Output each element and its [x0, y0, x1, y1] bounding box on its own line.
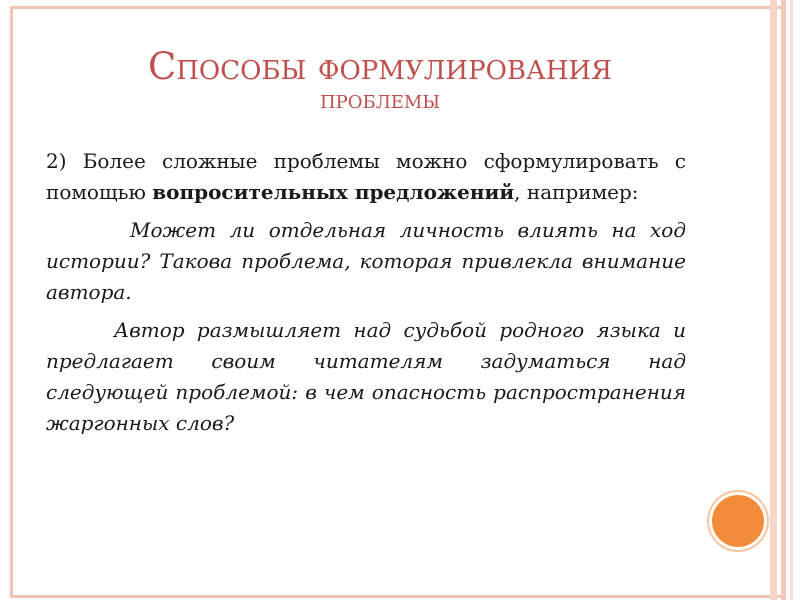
intro-bold-term: вопросительных предложений — [152, 180, 515, 204]
slide-title — [30, 45, 730, 115]
intro-text-start: 2) Более сложные проблемы можно сформулировать с помощью — [46, 149, 686, 204]
example-2: Автор размышляет над судьбой родного языка и предлагает своим читателям задуматься над следующей проблемой: в чем опасность распространения жаргонных слов? — [46, 318, 686, 435]
decorative-stripe — [781, 0, 786, 600]
decorative-stripe — [770, 0, 777, 600]
slide-body — [46, 146, 686, 446]
title-line-2: проблемы — [319, 84, 441, 115]
title-line-1: Способы формулирования — [147, 45, 613, 88]
example-1: Может ли отдельная личность влиять на ход истории? Такова проблема, которая привлекла внимание автора. — [46, 218, 686, 304]
decorative-stripe — [790, 0, 793, 600]
decorative-circle — [712, 495, 764, 547]
intro-paragraph — [46, 146, 686, 208]
intro-text-end: , например: — [514, 180, 639, 204]
